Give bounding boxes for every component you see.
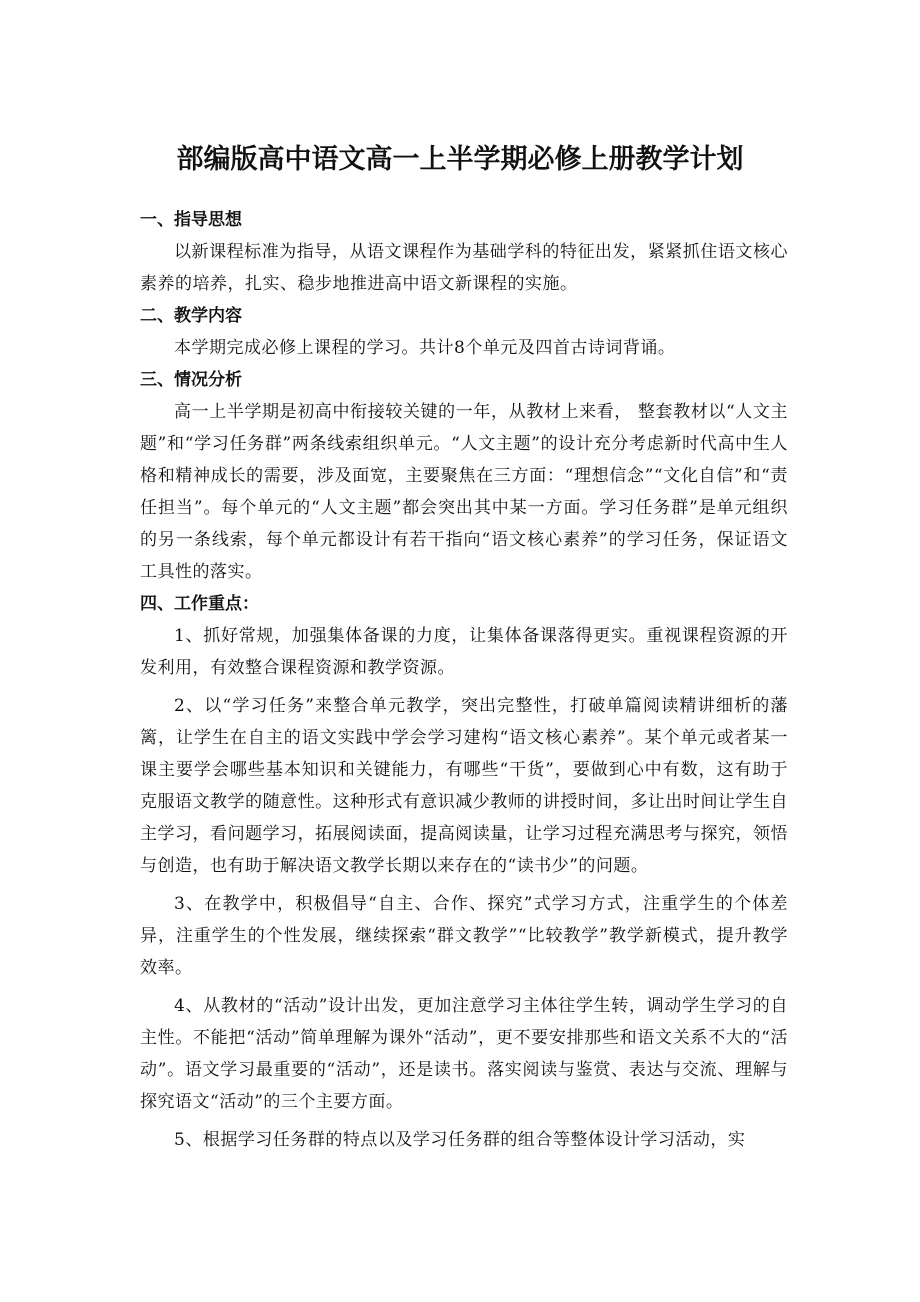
paragraph: 4、从教材的“活动”设计出发，更加注意学习主体往学生转，调动学生学习的自主性。不能把“活动”简单理解为课外“活动”，更不要安排那些和语文关系不大的“活动”。语文学习最重要的“活动”，还是读书。落实阅读与鉴赏、表达与交流、理解与探究语文“活动”的三个主要方面。 (140, 996, 788, 1112)
document-body (140, 204, 788, 1156)
paragraph: 2、以“学习任务”来整合单元教学，突出完整性，打破单篇阅读精讲细析的藩篱，让学生在自主的语文实践中学会学习建构“语文核心素养”。某个单元或者某一课主要学会哪些基本知识和关键能力，有哪些“干货”，要做到心中有数，这有助于克服语文教学的随意性。这种形式有意识减少教师的讲授时间，多让出时间让学生自主学习，看问题学习，拓展阅读面，提高阅读量，让学习过程充满思考与探究，领悟与创造，也有助于解决语文教学长期以来存在的“读书少”的问题。 (140, 696, 788, 876)
document-title: 部编版高中语文高一上半学期必修上册教学计划 (176, 144, 744, 175)
paragraph: 1、抓好常规，加强集体备课的力度，让集体备课落得更实。重视课程资源的开发利用，有效整合课程资源和教学资源。 (140, 626, 788, 678)
section-heading: 二、教学内容 (140, 306, 242, 326)
section-situation-analysis (140, 364, 788, 588)
paragraph: 3、在教学中，积极倡导“自主、合作、探究”式学习方式，注重学生的个体差异，注重学生的个性发展，继续探索“群文教学”“比较教学”教学新模式，提升教学效率。 (140, 894, 788, 978)
section-guiding-thought (140, 204, 788, 300)
section-work-focus (140, 588, 788, 1156)
section-teaching-content (140, 300, 788, 364)
section-heading: 三、情况分析 (140, 370, 242, 390)
paragraph: 5、根据学习任务群的特点以及学习任务群的组合等整体设计学习活动，实 (174, 1130, 746, 1150)
section-heading: 四、工作重点： (140, 594, 259, 614)
paragraph: 本学期完成必修上课程的学习。共计8个单元及四首古诗词背诵。 (174, 338, 676, 358)
section-heading: 一、指导思想 (140, 210, 242, 230)
paragraph: 高一上半学期是初高中衔接较关键的一年，从教材上来看， 整套教材以“人文主题”和“学习任务群”两条线索组织单元。“人文主题”的设计充分考虑新时代高中生人格和精神成长的需要，涉及面宽，主要聚焦在三方面：“理想信念”“文化自信”和“责任担当”。每个单元的“人文主题”都会突出其中某一方面。学习任务群”是单元组织的另一条线索，每个单元都设计有若干指向“语文核心素养”的学习任务，保证语文工具性的落实。 (140, 402, 788, 582)
paragraph: 以新课程标准为指导，从语文课程作为基础学科的特征出发，紧紧抓住语文核心素养的培养，扎实、稳步地推进高中语文新课程的实施。 (140, 242, 788, 294)
